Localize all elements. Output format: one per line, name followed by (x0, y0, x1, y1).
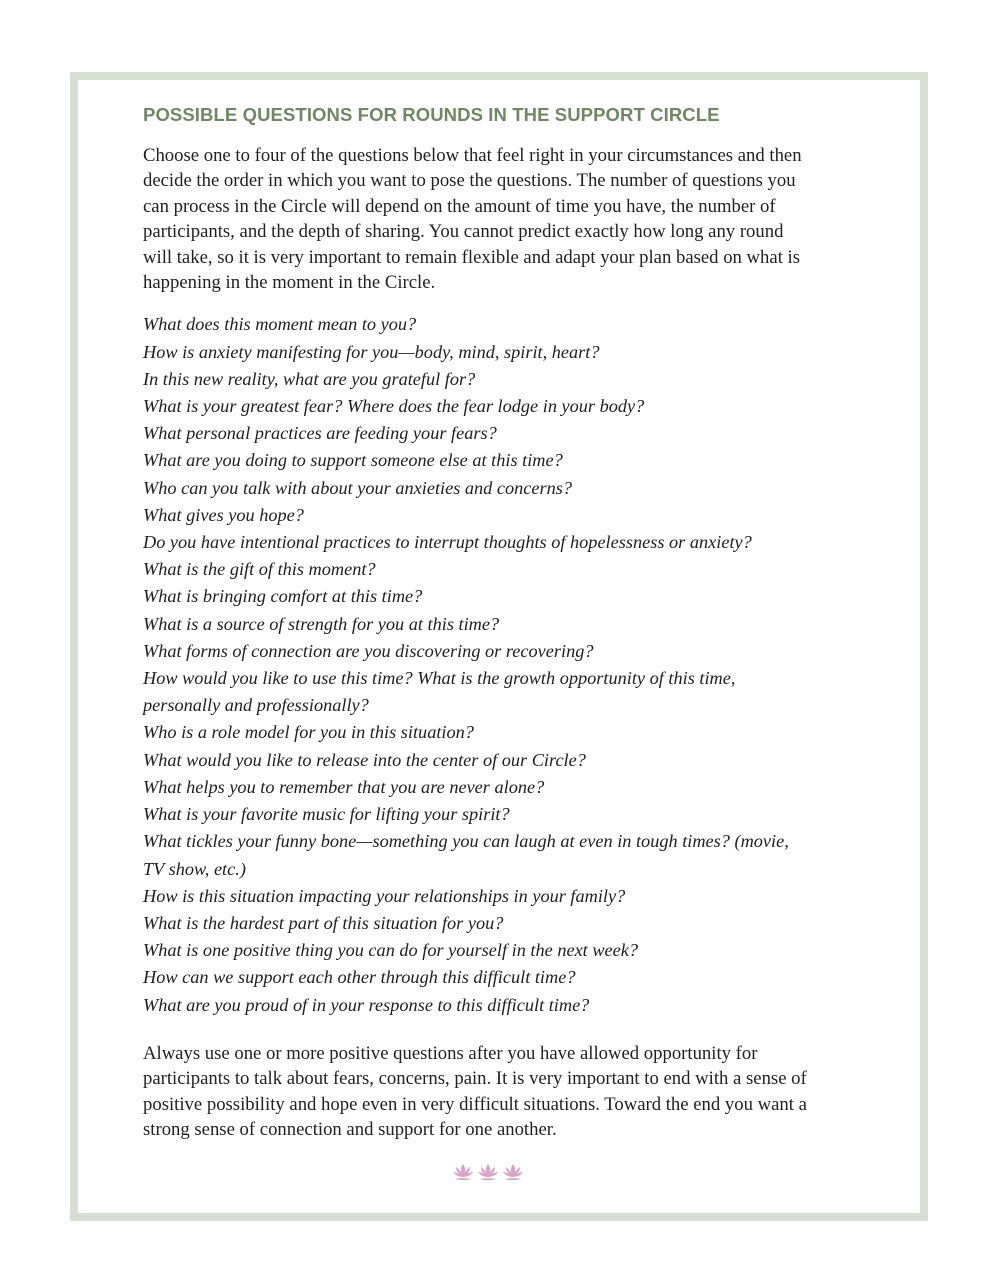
question-item: What is your favorite music for lifting your spirit? (143, 804, 510, 825)
lotus-ornament (452, 1162, 524, 1186)
question-item: What forms of connection are you discovering or recovering? (143, 640, 594, 661)
question-item: How can we support each other through this difficult time? (143, 967, 576, 988)
question-item: What is a source of strength for you at this time? (143, 613, 500, 634)
question-item: What is your greatest fear? Where does the fear lodge in your body? (143, 396, 645, 417)
question-item: Who can you talk with about your anxieties and concerns? (143, 477, 573, 498)
lotus-icon (502, 1162, 524, 1182)
question-item: What helps you to remember that you are never alone? (143, 776, 545, 797)
question-item: How would you like to use this time? What is the growth opportunity of this time, personally and professionally? (143, 668, 736, 716)
section-heading: POSSIBLE QUESTIONS FOR ROUNDS IN THE SUPPORT CIRCLE (143, 104, 720, 125)
question-item: What is one positive thing you can do for yourself in the next week? (143, 940, 639, 961)
closing-paragraph: Always use one or more positive questions after you have allowed opportunity for participants to talk about fears, concerns, pain. It is very important to end with a sense of positive possibility and hope even in very difficult situations. Toward the end you want a strong sense of connection and support for one another. (143, 1042, 807, 1140)
question-item: Do you have intentional practices to interrupt thoughts of hopelessness or anxiety? (143, 532, 752, 553)
question-item: In this new reality, what are you grateful for? (143, 368, 476, 389)
question-item: What tickles your funny bone—something you can laugh at even in tough times? (movie, TV show, etc.) (143, 831, 789, 879)
question-item: What would you like to release into the center of our Circle? (143, 749, 586, 770)
question-item: How is this situation impacting your relationships in your family? (143, 885, 626, 906)
question-item: What gives you hope? (143, 504, 304, 525)
page-content (143, 104, 811, 1142)
intro-paragraph: Choose one to four of the questions below that feel right in your circumstances and then decide the order in which you want to pose the questions. The number of questions you can process in the Circle will depend on the amount of time you have, the number of participants, and the depth of sharing. You cannot predict exactly how long any round will take, so it is very important to remain flexible and adapt your plan based on what is happening in the moment in the Circle. (143, 145, 802, 294)
question-item: How is anxiety manifesting for you—body, mind, spirit, heart? (143, 341, 600, 362)
lotus-icon (452, 1162, 474, 1182)
question-item: What personal practices are feeding your fears? (143, 423, 497, 444)
question-item: What are you doing to support someone else at this time? (143, 450, 563, 471)
lotus-icon (477, 1162, 499, 1182)
question-item: What does this moment mean to you? (143, 314, 417, 335)
question-list (143, 311, 811, 1018)
question-item: What is the hardest part of this situation for you? (143, 912, 504, 933)
question-item: What is the gift of this moment? (143, 559, 376, 580)
question-item: Who is a role model for you in this situation? (143, 722, 474, 743)
question-item: What is bringing comfort at this time? (143, 586, 423, 607)
question-item: What are you proud of in your response to this difficult time? (143, 994, 590, 1015)
